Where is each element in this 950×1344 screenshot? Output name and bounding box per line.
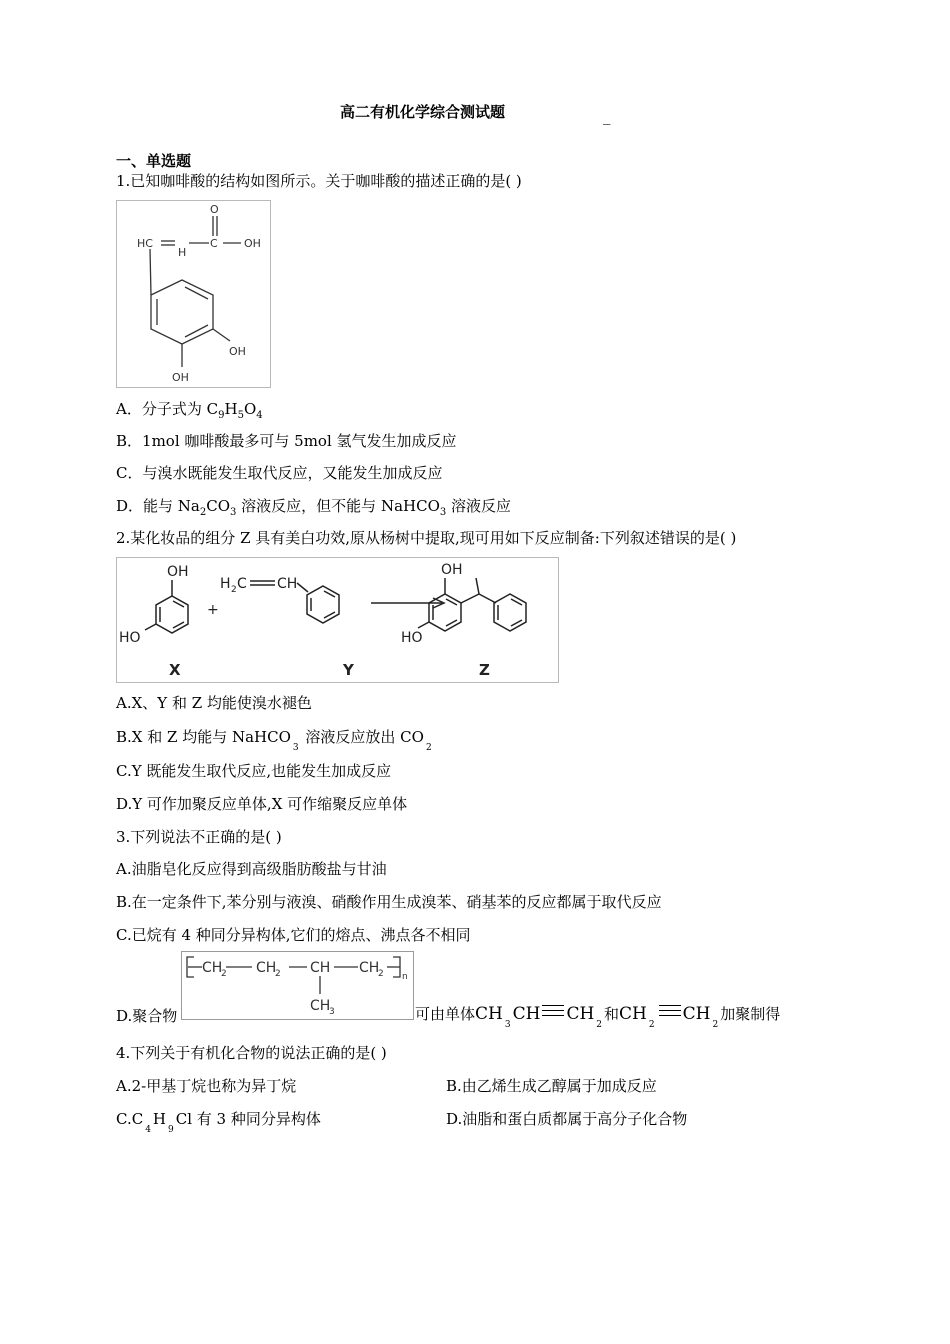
fig1-label-o: O: [210, 203, 219, 216]
q4-stem: 4.下列关于有机化合物的说法正确的是( ): [116, 1044, 387, 1062]
poly-ch3: CH: [310, 998, 331, 1014]
fig2-x-ho: HO: [119, 630, 141, 646]
reaction-scheme: [116, 557, 559, 683]
section-heading: 一、单选题: [116, 152, 192, 170]
fig2-y-c: C: [237, 576, 247, 592]
q2-option-a: A.X、Y 和 Z 均能使溴水褪色: [116, 694, 312, 712]
fig2-plus: +: [207, 602, 219, 618]
q1-stem: 1.已知咖啡酸的结构如图所示。关于咖啡酸的描述正确的是( ): [116, 172, 522, 190]
fig2-label-y: Y: [343, 661, 354, 679]
poly-ch2-b-sub: 2: [275, 969, 281, 979]
fig1-label-oh-acid: OH: [244, 237, 261, 250]
poly-ch2-a-sub: 2: [221, 969, 227, 979]
q1-option-c: C．与溴水既能发生取代反应，又能发生加成反应: [116, 464, 443, 482]
fig2-x-oh: OH: [167, 564, 189, 580]
fig2-label-z: Z: [479, 661, 490, 679]
fig1-label-oh-4: OH: [172, 371, 189, 384]
poly-ch3-sub: 3: [329, 1007, 335, 1017]
page-title: 高二有机化学综合测试题: [340, 103, 506, 121]
poly-ch2-b: CH: [256, 960, 277, 976]
poly-n: n: [402, 972, 408, 982]
q3-option-b: B.在一定条件下,苯分别与液溴、硝酸作用生成溴苯、硝基苯的反应都属于取代反应: [116, 893, 662, 911]
fig2-z-ho: HO: [401, 630, 423, 646]
fig1-label-c: C: [210, 237, 218, 250]
q2-option-b: B.X 和 Z 均能与 NaHCO3 溶液反应放出 CO2: [116, 728, 432, 753]
q2-stem: 2.某化妆品的组分 Z 具有美白功效,原从杨树中提取,现可用如下反应制备:下列叙述错误的是( ): [116, 529, 737, 547]
fig1-label-h: H: [178, 246, 187, 259]
poly-ch2-c-sub: 2: [378, 969, 384, 979]
q4-option-a: A.2-甲基丁烷也称为异丁烷: [116, 1077, 297, 1095]
poly-ch2-c: CH: [359, 960, 380, 976]
title-mark: _: [603, 107, 611, 125]
fig2-y-h: H: [220, 576, 231, 592]
poly-ch: CH: [310, 960, 331, 976]
fig1-label-oh-3: OH: [229, 345, 246, 358]
reaction-scheme-svg: [117, 558, 558, 682]
q1-option-b: B．1mol 咖啡酸最多可与 5mol 氢气发生加成反应: [116, 432, 457, 450]
fig1-label-hc: HC: [137, 237, 153, 250]
q3-stem: 3.下列说法不正确的是( ): [116, 828, 282, 846]
caffeic-acid-structure: [116, 200, 271, 388]
q3-option-d-monomers: 可由单体CH3CH CH2和CH2CH2加聚制得: [415, 1004, 781, 1030]
q3-option-a: A.油脂皂化反应得到高级脂肪酸盐与甘油: [116, 860, 387, 878]
q3-option-c: C.已烷有 4 种同分异构体,它们的熔点、沸点各不相同: [116, 926, 471, 944]
fig2-y-sub2: 2: [231, 585, 237, 595]
fig2-z-oh: OH: [441, 562, 463, 578]
q4-option-d: D.油脂和蛋白质都属于高分子化合物: [446, 1110, 688, 1128]
q2-option-c: C.Y 既能发生取代反应,也能发生加成反应: [116, 762, 392, 780]
q3-option-d-lead: D.聚合物: [116, 1007, 178, 1025]
caffeic-acid-svg: [117, 201, 270, 387]
q1-option-d: D．能与 $Na_2CO_3$ 溶液反应，但不能与 NaHCO$_3$ 溶液反应: [116, 497, 512, 518]
q4-option-b: B.由乙烯生成乙醇属于加成反应: [446, 1077, 657, 1095]
polymer-svg: [182, 952, 413, 1019]
q4-option-c: C.C4H9Cl 有 3 种同分异构体: [116, 1110, 321, 1135]
fig2-y-ch: CH: [277, 576, 298, 592]
triple-bond-icon: [542, 1005, 564, 1016]
poly-ch2-a: CH: [202, 960, 223, 976]
q2-option-d: D.Y 可作加聚反应单体,X 可作缩聚反应单体: [116, 795, 408, 813]
triple-bond-icon: [659, 1005, 681, 1016]
polymer-structure: [181, 951, 414, 1020]
fig2-label-x: X: [169, 661, 181, 679]
q1-option-a: A．分子式为 $C_9H_5O_4$: [116, 400, 263, 421]
